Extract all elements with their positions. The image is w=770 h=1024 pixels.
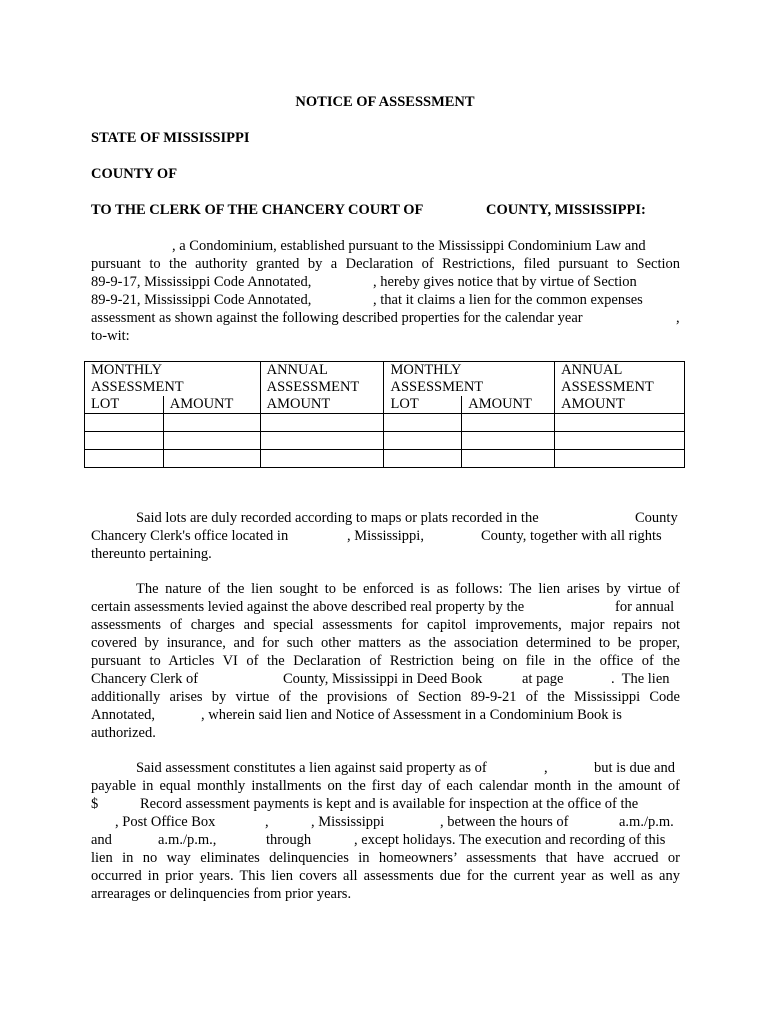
payment-line-4d: , between the hours of [440, 814, 569, 830]
payment-line-4e: a.m./p.m. [619, 814, 674, 830]
payment-line-3a: $ [91, 796, 99, 812]
nature-line-6a: Chancery Clerk of [91, 671, 199, 687]
lots-line-2a: Chancery Clerk's office located in [91, 528, 289, 544]
intro-line-4a: 89-9-21, Mississippi Code Annotated, [91, 292, 312, 308]
nature-line-7: additionally arises by virtue of the provisions of Section 89-9-21 of the Mississippi Code [91, 689, 680, 705]
lots-line-1b: County [635, 510, 678, 526]
intro-line-4b: , that it claims a lien for the common expenses [373, 292, 643, 308]
lots-line-2c: County, together with all rights [481, 528, 662, 544]
payment-line-8: arrearages or delinquencies from prior years. [91, 886, 352, 902]
nature-line-6b: County, Mississippi in Deed Book [283, 671, 483, 687]
table-row [85, 432, 685, 450]
col-amount-4: AMOUNT [555, 396, 685, 414]
header-assessment-label: ASSESSMENT [91, 379, 184, 395]
payment-line-1a: Said assessment constitutes a lien against said property as of [136, 760, 487, 776]
county-heading: COUNTY OF [91, 166, 178, 182]
nature-line-2b: for annual [615, 599, 675, 615]
intro-line-5b: , [676, 310, 680, 326]
header-annual-assessment-2 [555, 362, 685, 397]
header-annual-label: ANNUAL [561, 362, 623, 378]
header-monthly-assessment-2 [384, 362, 555, 397]
payment-line-5a: and [91, 832, 112, 848]
header-monthly-label: MONTHLY [91, 362, 163, 378]
payment-line-4b: , [265, 814, 269, 830]
nature-line-9: authorized. [91, 725, 156, 741]
col-amount-2: AMOUNT [260, 396, 384, 414]
clerk-heading-right: COUNTY, MISSISSIPPI: [486, 202, 646, 218]
payment-line-5b: a.m./p.m., [158, 832, 217, 848]
assessment-table [84, 361, 685, 468]
nature-line-8b: , wherein said lien and Notice of Assessment in a Condominium Book is [201, 707, 622, 723]
state-heading: STATE OF MISSISSIPPI [91, 130, 250, 146]
payment-line-4a: , Post Office Box [115, 814, 216, 830]
header-assessment-label: ASSESSMENT [561, 379, 654, 395]
nature-line-8a: Annotated, [91, 707, 156, 723]
intro-line-2: pursuant to the authority granted by a Declaration of Restrictions, filed pursuant to Section [91, 256, 680, 272]
lots-line-3: thereunto pertaining. [91, 546, 212, 562]
clerk-heading-left: TO THE CLERK OF THE CHANCERY COURT OF [91, 202, 424, 218]
nature-line-4: covered by insurance, and for such other matters as the association determined to be proper, [91, 635, 680, 651]
header-assessment-label: ASSESSMENT [390, 379, 484, 395]
payment-line-3b: Record assessment payments is kept and is available for inspection at the office of the [140, 796, 639, 812]
header-annual-label: ANNUAL [266, 362, 328, 378]
intro-line-5a: assessment as shown against the following described properties for the calendar year [91, 310, 583, 326]
intro-line-6: to-wit: [91, 328, 130, 344]
nature-line-6d: . The lien [611, 671, 670, 687]
payment-line-4c: , Mississippi [311, 814, 385, 830]
payment-line-7: occurred in prior years. This lien covers all assessments due for the current year as well as any [91, 868, 680, 884]
payment-line-5d: , except holidays. The execution and recording of this [354, 832, 666, 848]
table-row [85, 414, 685, 432]
header-monthly-assessment-1 [85, 362, 261, 397]
col-lot-2: LOT [384, 396, 462, 414]
header-assessment-label: ASSESSMENT [266, 379, 360, 395]
nature-line-2a: certain assessments levied against the above described real property by the [91, 599, 525, 615]
nature-line-5: pursuant to Articles VI of the Declaration of Restriction being on file in the office of the [91, 653, 680, 669]
nature-line-1: The nature of the lien sought to be enforced is as follows: The lien arises by virtue of [136, 581, 680, 597]
nature-line-3: assessments of charges and special assessments for capitol improvements, major repairs not [91, 617, 680, 633]
payment-line-1c: but is due and [594, 760, 675, 776]
intro-line-1: , a Condominium, established pursuant to the Mississippi Condominium Law and [172, 238, 646, 254]
payment-line-2: payable in equal monthly installments on the first day of each calendar month in the amount of [91, 778, 680, 794]
payment-line-6: lien in no way eliminates delinquencies in homeowners’ assessments that have accrued or [91, 850, 680, 866]
col-lot-1: LOT [85, 396, 164, 414]
header-monthly-label: MONTHLY [390, 362, 462, 378]
intro-line-3a: 89-9-17, Mississippi Code Annotated, [91, 274, 312, 290]
document-title: NOTICE OF ASSESSMENT [295, 94, 475, 110]
nature-line-6c: at page [522, 671, 564, 687]
table-row [85, 450, 685, 468]
col-amount-1: AMOUNT [163, 396, 260, 414]
header-annual-assessment-1 [260, 362, 384, 397]
intro-line-3b: , hereby gives notice that by virtue of Section [373, 274, 637, 290]
lots-line-2b: , Mississippi, [347, 528, 424, 544]
payment-line-1b: , [544, 760, 548, 776]
payment-line-5c: through [266, 832, 312, 848]
col-amount-3: AMOUNT [462, 396, 555, 414]
lots-line-1a: Said lots are duly recorded according to maps or plats recorded in the [136, 510, 539, 526]
